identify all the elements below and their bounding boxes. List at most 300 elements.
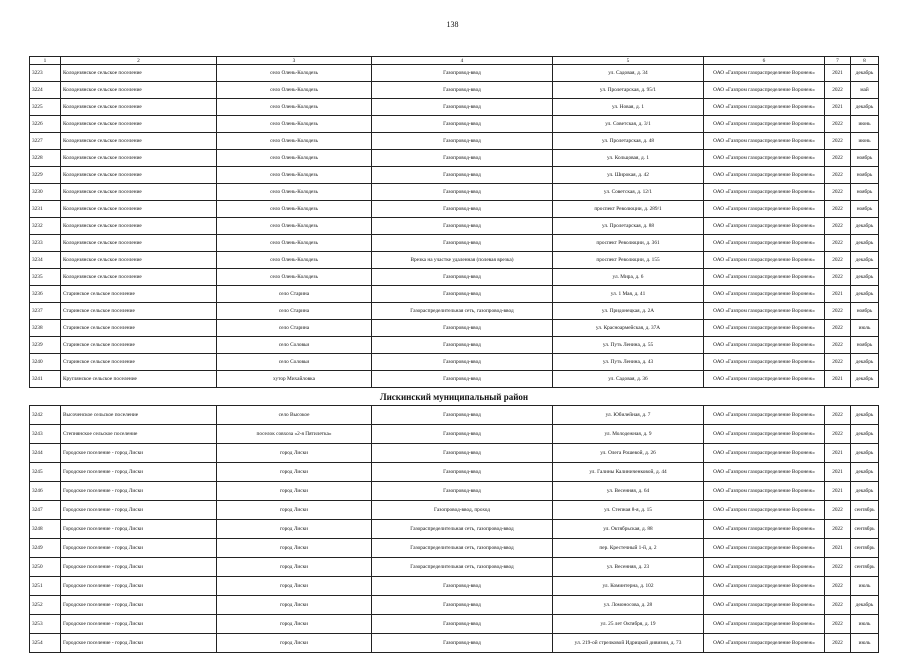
locality-cell: село Олень-Колодезь [217,252,372,269]
header-cell: 3 [217,57,372,65]
address-cell: ул. Коминтерна, д. 102 [553,577,704,596]
locality-cell: село Старина [217,320,372,337]
month-cell: декабрь [851,354,879,371]
locality-cell: село Олень-Колодезь [217,218,372,235]
address-cell: ул. Советская, д. 12/1 [553,184,704,201]
row-number: 3240 [30,354,61,371]
object-cell: Газопровод-ввод [372,99,553,116]
section-title: Лискинский муниципальный район [30,388,879,406]
row-number: 3236 [30,286,61,303]
organization-cell: ОАО «Газпром газораспределение Воронеж» [704,406,825,425]
locality-cell: село Соловьи [217,337,372,354]
month-cell: декабрь [851,444,879,463]
address-cell: ул. Молодежная, д. 9 [553,425,704,444]
table-row [30,252,879,269]
settlement-cell: Городское поселение - город Лиски [61,501,217,520]
settlement-cell: Колодезянское сельское поселение [61,235,217,252]
locality-cell: село Старина [217,286,372,303]
locality-cell: город Лиски [217,596,372,615]
organization-cell: ОАО «Газпром газораспределение Воронеж» [704,167,825,184]
row-number: 3233 [30,235,61,252]
month-cell: июль [851,577,879,596]
address-cell: ул. Октябрьская, д. 88 [553,520,704,539]
month-cell: июнь [851,133,879,150]
year-cell: 2022 [825,150,851,167]
month-cell: июль [851,615,879,634]
settlement-cell: Колодезянское сельское поселение [61,218,217,235]
settlement-cell: Городское поселение - город Лиски [61,463,217,482]
table-row [30,444,879,463]
table-row [30,235,879,252]
row-number: 3252 [30,596,61,615]
settlement-cell: Городское поселение - город Лиски [61,577,217,596]
row-number: 3248 [30,520,61,539]
settlement-cell: Колодезянское сельское поселение [61,252,217,269]
object-cell: Газопровод-ввод [372,615,553,634]
month-cell: декабрь [851,425,879,444]
locality-cell: село Олень-Колодезь [217,201,372,218]
organization-cell: ОАО «Газпром газораспределение Воронеж» [704,252,825,269]
address-cell: проспект Революции, д. 155 [553,252,704,269]
month-cell: декабрь [851,482,879,501]
locality-cell: хутор Михайловка [217,371,372,388]
header-cell: 8 [851,57,879,65]
month-cell: июнь [851,116,879,133]
month-cell: сентябрь [851,539,879,558]
table-row [30,406,879,425]
table-row [30,463,879,482]
month-cell: декабрь [851,463,879,482]
object-cell: Газопровод-ввод [372,116,553,133]
row-number: 3234 [30,252,61,269]
row-number: 3226 [30,116,61,133]
address-cell: ул. Юбилейная, д. 7 [553,406,704,425]
row-number: 3224 [30,82,61,99]
organization-cell: ОАО «Газпром газораспределение Воронеж» [704,634,825,653]
month-cell: июль [851,320,879,337]
object-cell: Газопровод-ввод [372,371,553,388]
address-cell: ул. Широкая, д. 42 [553,167,704,184]
locality-cell: город Лиски [217,463,372,482]
row-number: 3244 [30,444,61,463]
organization-cell: ОАО «Газпром газораспределение Воронеж» [704,320,825,337]
object-cell: Газопровод-ввод [372,82,553,99]
year-cell: 2022 [825,167,851,184]
table-row [30,558,879,577]
table-row [30,150,879,167]
month-cell: декабрь [851,596,879,615]
address-cell: ул. Путь Ленина, д. 43 [553,354,704,371]
year-cell: 2021 [825,444,851,463]
object-cell: Газораспределительная сеть, газопровод-ввод [372,520,553,539]
table-row [30,116,879,133]
row-number: 3225 [30,99,61,116]
row-number: 3223 [30,65,61,82]
organization-cell: ОАО «Газпром газораспределение Воронеж» [704,184,825,201]
address-cell: проспект Революции, д. 289/1 [553,201,704,218]
row-number: 3249 [30,539,61,558]
object-cell: Газораспределительная сеть, газопровод-ввод [372,303,553,320]
settlement-cell: Городское поселение - город Лиски [61,482,217,501]
row-number: 3251 [30,577,61,596]
address-cell: ул. 219-ой стрелковой Идрицкой дивизии, д. 73 [553,634,704,653]
month-cell: декабрь [851,65,879,82]
year-cell: 2022 [825,269,851,286]
row-number: 3227 [30,133,61,150]
row-number: 3242 [30,406,61,425]
year-cell: 2022 [825,406,851,425]
locality-cell: село Олень-Колодезь [217,99,372,116]
table-row [30,354,879,371]
settlement-cell: Колодезянское сельское поселение [61,269,217,286]
header-cell: 6 [704,57,825,65]
year-cell: 2022 [825,252,851,269]
row-number: 3231 [30,201,61,218]
organization-cell: ОАО «Газпром газораспределение Воронеж» [704,463,825,482]
year-cell: 2022 [825,577,851,596]
organization-cell: ОАО «Газпром газораспределение Воронеж» [704,371,825,388]
month-cell: ноябрь [851,337,879,354]
month-cell: ноябрь [851,184,879,201]
organization-cell: ОАО «Газпром газораспределение Воронеж» [704,82,825,99]
address-cell: ул. Олега Рошевой, д. 26 [553,444,704,463]
year-cell: 2022 [825,235,851,252]
organization-cell: ОАО «Газпром газораспределение Воронеж» [704,133,825,150]
address-cell: пер. Крестечный 1-й, д. 2 [553,539,704,558]
address-cell: ул. Весенняя, д. 64 [553,482,704,501]
header-cell: 4 [372,57,553,65]
month-cell: декабрь [851,406,879,425]
year-cell: 2022 [825,501,851,520]
settlement-cell: Старинское сельское поселение [61,286,217,303]
organization-cell: ОАО «Газпром газораспределение Воронеж» [704,558,825,577]
header-cell: 2 [61,57,217,65]
settlement-cell: Высоченское сельское поселение [61,406,217,425]
month-cell: декабрь [851,286,879,303]
header-cell: 7 [825,57,851,65]
organization-cell: ОАО «Газпром газораспределение Воронеж» [704,150,825,167]
locality-cell: город Лиски [217,520,372,539]
row-number: 3229 [30,167,61,184]
object-cell: Газопровод-ввод [372,634,553,653]
table-row [30,269,879,286]
row-number: 3232 [30,218,61,235]
object-cell: Газопровод-ввод [372,133,553,150]
table-row [30,425,879,444]
year-cell: 2022 [825,596,851,615]
object-cell: Газопровод-ввод [372,65,553,82]
month-cell: декабрь [851,371,879,388]
month-cell: декабрь [851,99,879,116]
table-row [30,303,879,320]
month-cell: декабрь [851,235,879,252]
table-row [30,286,879,303]
address-cell: ул. Новая, д. 1 [553,99,704,116]
row-number: 3230 [30,184,61,201]
object-cell: Газопровод-ввод [372,406,553,425]
address-cell: ул. Пролетарская, д. 95/1 [553,82,704,99]
object-cell: Газопровод-ввод [372,337,553,354]
object-cell: Газопровод-ввод [372,482,553,501]
locality-cell: село Олень-Колодезь [217,235,372,252]
settlement-cell: Колодезянское сельское поселение [61,150,217,167]
year-cell: 2022 [825,133,851,150]
column-number-row [30,57,879,65]
table-row [30,218,879,235]
year-cell: 2022 [825,303,851,320]
settlement-cell: Городское поселение - город Лиски [61,444,217,463]
address-cell: ул. Галины Калиниченковой, д. 44 [553,463,704,482]
address-cell: ул. Путь Ленина, д. 55 [553,337,704,354]
year-cell: 2022 [825,116,851,133]
year-cell: 2021 [825,65,851,82]
table-row [30,320,879,337]
locality-cell: село Олень-Колодезь [217,167,372,184]
organization-cell: ОАО «Газпром газораспределение Воронеж» [704,337,825,354]
table-row [30,615,879,634]
page-number: 138 [446,20,459,29]
row-number: 3254 [30,634,61,653]
month-cell: сентябрь [851,520,879,539]
locality-cell: город Лиски [217,634,372,653]
locality-cell: село Олень-Колодезь [217,269,372,286]
address-cell: ул. Садовая, д. 36 [553,371,704,388]
settlement-cell: Колодезянское сельское поселение [61,133,217,150]
row-number: 3238 [30,320,61,337]
month-cell: декабрь [851,252,879,269]
settlement-cell: Городское поселение - город Лиски [61,596,217,615]
organization-cell: ОАО «Газпром газораспределение Воронеж» [704,444,825,463]
settlement-cell: Круглянское сельское поселение [61,371,217,388]
locality-cell: город Лиски [217,501,372,520]
object-cell: Газопровод-ввод [372,218,553,235]
table-row [30,133,879,150]
organization-cell: ОАО «Газпром газораспределение Воронеж» [704,501,825,520]
header-cell: 5 [553,57,704,65]
year-cell: 2022 [825,354,851,371]
row-number: 3247 [30,501,61,520]
locality-cell: город Лиски [217,539,372,558]
settlement-cell: Старинское сельское поселение [61,354,217,371]
organization-cell: ОАО «Газпром газораспределение Воронеж» [704,520,825,539]
objects-table [29,56,879,653]
object-cell: Газораспределительная сеть, газопровод-ввод [372,539,553,558]
month-cell: ноябрь [851,201,879,218]
address-cell: ул. Садовая, д. 34 [553,65,704,82]
organization-cell: ОАО «Газпром газораспределение Воронеж» [704,201,825,218]
organization-cell: ОАО «Газпром газораспределение Воронеж» [704,482,825,501]
row-number: 3241 [30,371,61,388]
month-cell: июль [851,634,879,653]
year-cell: 2022 [825,558,851,577]
row-number: 3243 [30,425,61,444]
year-cell: 2022 [825,218,851,235]
locality-cell: город Лиски [217,558,372,577]
table-row [30,82,879,99]
organization-cell: ОАО «Газпром газораспределение Воронеж» [704,425,825,444]
locality-cell: село Старина [217,303,372,320]
year-cell: 2021 [825,371,851,388]
organization-cell: ОАО «Газпром газораспределение Воронеж» [704,615,825,634]
table-row [30,577,879,596]
settlement-cell: Колодезянское сельское поселение [61,99,217,116]
year-cell: 2022 [825,337,851,354]
object-cell: Газопровод-ввод [372,596,553,615]
header-cell: 1 [30,57,61,65]
year-cell: 2021 [825,463,851,482]
object-cell: Газопровод-ввод [372,269,553,286]
settlement-cell: Старинское сельское поселение [61,337,217,354]
table-row [30,184,879,201]
settlement-cell: Городское поселение - город Лиски [61,539,217,558]
address-cell: ул. 25 лет Октября, д. 19 [553,615,704,634]
row-number: 3250 [30,558,61,577]
table-row [30,337,879,354]
table-row [30,201,879,218]
year-cell: 2022 [825,320,851,337]
table-row [30,596,879,615]
address-cell: ул. Мира, д. 6 [553,269,704,286]
organization-cell: ОАО «Газпром газораспределение Воронеж» [704,218,825,235]
year-cell: 2022 [825,425,851,444]
settlement-cell: Колодезянское сельское поселение [61,184,217,201]
month-cell: декабрь [851,218,879,235]
table-row [30,520,879,539]
settlement-cell: Городское поселение - город Лиски [61,634,217,653]
settlement-cell: Колодезянское сельское поселение [61,65,217,82]
object-cell: Газопровод-ввод [372,167,553,184]
settlement-cell: Колодезянское сельское поселение [61,201,217,218]
table-row [30,167,879,184]
row-number: 3228 [30,150,61,167]
section-row [30,388,879,406]
settlement-cell: Старинское сельское поселение [61,320,217,337]
row-number: 3239 [30,337,61,354]
locality-cell: село Олень-Колодезь [217,82,372,99]
organization-cell: ОАО «Газпром газораспределение Воронеж» [704,354,825,371]
year-cell: 2021 [825,99,851,116]
locality-cell: село Олень-Колодезь [217,150,372,167]
organization-cell: ОАО «Газпром газораспределение Воронеж» [704,116,825,133]
address-cell: ул. Красноармейская, д. 37А [553,320,704,337]
table-row [30,371,879,388]
month-cell: ноябрь [851,150,879,167]
year-cell: 2022 [825,184,851,201]
address-cell: ул. Советская, д. 3/1 [553,116,704,133]
year-cell: 2022 [825,201,851,218]
object-cell: Газопровод-ввод [372,184,553,201]
organization-cell: ОАО «Газпром газораспределение Воронеж» [704,269,825,286]
locality-cell: село Олень-Колодезь [217,184,372,201]
table-row [30,99,879,116]
year-cell: 2022 [825,634,851,653]
month-cell: май [851,82,879,99]
locality-cell: село Соловьи [217,354,372,371]
address-cell: ул. Пролетарская, д. 48 [553,133,704,150]
month-cell: сентябрь [851,501,879,520]
year-cell: 2021 [825,482,851,501]
object-cell: Газопровод-ввод [372,201,553,218]
settlement-cell: Степнянское сельское поселение [61,425,217,444]
table-row [30,501,879,520]
table-row [30,482,879,501]
organization-cell: ОАО «Газпром газораспределение Воронеж» [704,303,825,320]
locality-cell: город Лиски [217,482,372,501]
object-cell: Газопровод-ввод [372,463,553,482]
object-cell: Врезка на участке удаленная (полевая врезка) [372,252,553,269]
year-cell: 2021 [825,286,851,303]
year-cell: 2022 [825,82,851,99]
object-cell: Газопровод-ввод [372,444,553,463]
locality-cell: поселок совхоза «2-я Пятилетка» [217,425,372,444]
address-cell: ул. Весенняя, д. 23 [553,558,704,577]
object-cell: Газопровод-ввод [372,235,553,252]
row-number: 3237 [30,303,61,320]
row-number: 3253 [30,615,61,634]
organization-cell: ОАО «Газпром газораспределение Воронеж» [704,65,825,82]
table-row [30,65,879,82]
organization-cell: ОАО «Газпром газораспределение Воронеж» [704,99,825,116]
table-row [30,539,879,558]
settlement-cell: Городское поселение - город Лиски [61,558,217,577]
organization-cell: ОАО «Газпром газораспределение Воронеж» [704,539,825,558]
month-cell: сентябрь [851,558,879,577]
locality-cell: город Лиски [217,444,372,463]
address-cell: ул. Пролетарская, д. 88 [553,218,704,235]
settlement-cell: Колодезянское сельское поселение [61,116,217,133]
object-cell: Газопровод-ввод [372,150,553,167]
address-cell: ул. Ломоносова, д. 28 [553,596,704,615]
row-number: 3235 [30,269,61,286]
object-cell: Газопровод-ввод [372,354,553,371]
organization-cell: ОАО «Газпром газораспределение Воронеж» [704,286,825,303]
month-cell: декабрь [851,269,879,286]
object-cell: Газопровод-ввод [372,577,553,596]
year-cell: 2022 [825,615,851,634]
object-cell: Газопровод-ввод [372,286,553,303]
locality-cell: город Лиски [217,577,372,596]
address-cell: ул. 1 Мая, д. 41 [553,286,704,303]
locality-cell: село Олень-Колодезь [217,65,372,82]
settlement-cell: Старинское сельское поселение [61,303,217,320]
settlement-cell: Городское поселение - город Лиски [61,615,217,634]
object-cell: Газопровод-ввод, проход [372,501,553,520]
address-cell: проспект Революции, д. 361 [553,235,704,252]
locality-cell: село Олень-Колодезь [217,116,372,133]
settlement-cell: Колодезянское сельское поселение [61,82,217,99]
settlement-cell: Городское поселение - город Лиски [61,520,217,539]
object-cell: Газопровод-ввод [372,425,553,444]
row-number: 3245 [30,463,61,482]
settlement-cell: Колодезянское сельское поселение [61,167,217,184]
address-cell: ул. Придонецкая, д. 2А [553,303,704,320]
organization-cell: ОАО «Газпром газораспределение Воронеж» [704,577,825,596]
organization-cell: ОАО «Газпром газораспределение Воронеж» [704,235,825,252]
address-cell: ул. Кольцовая, д. 1 [553,150,704,167]
month-cell: ноябрь [851,167,879,184]
address-cell: ул. Степная 8-я, д. 15 [553,501,704,520]
object-cell: Газопровод-ввод [372,320,553,337]
locality-cell: село Олень-Колодезь [217,133,372,150]
locality-cell: город Лиски [217,615,372,634]
organization-cell: ОАО «Газпром газораспределение Воронеж» [704,596,825,615]
month-cell: ноябрь [851,303,879,320]
year-cell: 2021 [825,539,851,558]
year-cell: 2022 [825,520,851,539]
table-row [30,634,879,653]
object-cell: Газораспределительная сеть, газопровод-ввод [372,558,553,577]
row-number: 3246 [30,482,61,501]
